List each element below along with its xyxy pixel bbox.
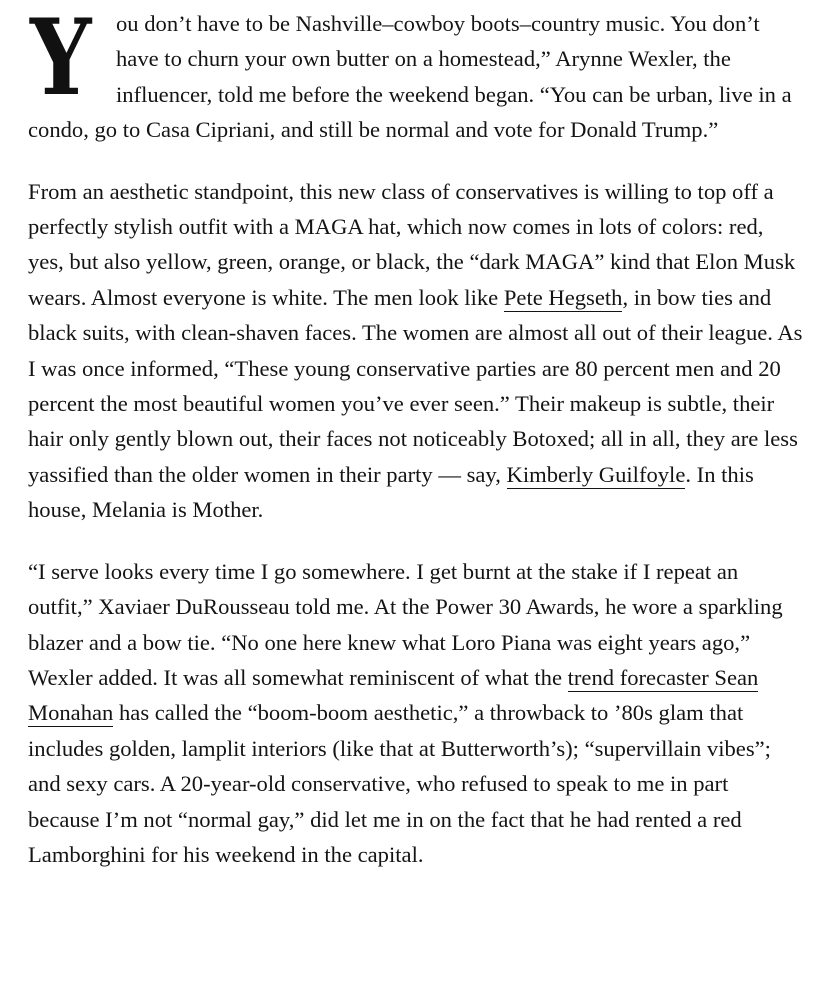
paragraph-1-text: ou don’t have to be Nashville–cowboy boots–country music. You don’t have to churn your own butter on a homestead,” Arynne Wexler, the influencer, told me before the weekend began. “You can be urban, live in a condo, go to Casa Cipriani, and still be normal and vote for Donald Trump.” — [28, 11, 792, 143]
link-kimberly-guilfoyle[interactable]: Kimberly Guilfoyle — [506, 461, 686, 487]
paragraph-3-text-1: “I serve looks every time I go somewhere. I get burnt at the stake if I repeat an outfit,” Xaviaer DuRousseau told me. At the Power 30 Awards, he wore a sparkling blazer and a bow tie. “No one here knew what Loro Piana was eight years ago,” Wexler added. It was all somewhat reminiscent of what the — [28, 558, 783, 690]
paragraph-2 — [28, 174, 803, 528]
paragraph-2-text-3: . In this house, Melania is Mother. — [28, 461, 754, 523]
paragraph-3 — [28, 554, 803, 873]
drop-cap: Y — [30, 0, 92, 119]
link-sean-monahan[interactable]: trend forecaster Sean Monahan — [28, 664, 759, 726]
paragraph-2-text-1: From an aesthetic standpoint, this new class of conservatives is willing to top off a perfectly stylish outfit with a MAGA hat, which now comes in lots of colors: red, yes, but also yellow, green, orange, or black, the “dark MAGA” kind that Elon Musk wears. Almost everyone is white. The men look like — [28, 178, 796, 310]
paragraph-3-text-2: has called the “boom-boom aesthetic,” a throwback to ’80s glam that includes golden, lamplit interiors (like that at Butterworth’s); “supervillain vibes”; and sexy cars. A 20-year-old conservative, who refused to speak to me in part because I’m not “normal gay,” did let me in on the fact that he had rented a red Lamborghini for his weekend in the capital. — [28, 700, 771, 867]
paragraph-2-text-2: , in bow ties and black suits, with clean-shaven faces. The women are almost all out of their league. As I was once informed, “These young conservative parties are 80 percent men and 20 percent the most beautiful women you’ve ever seen.” Their makeup is subtle, their hair only gently blown out, their faces not noticeably Botoxed; all in all, they are less yassified than the older women in their party — say, — [28, 284, 803, 487]
link-pete-hegseth[interactable]: Pete Hegseth — [503, 284, 623, 310]
paragraph-1 — [28, 0, 803, 148]
